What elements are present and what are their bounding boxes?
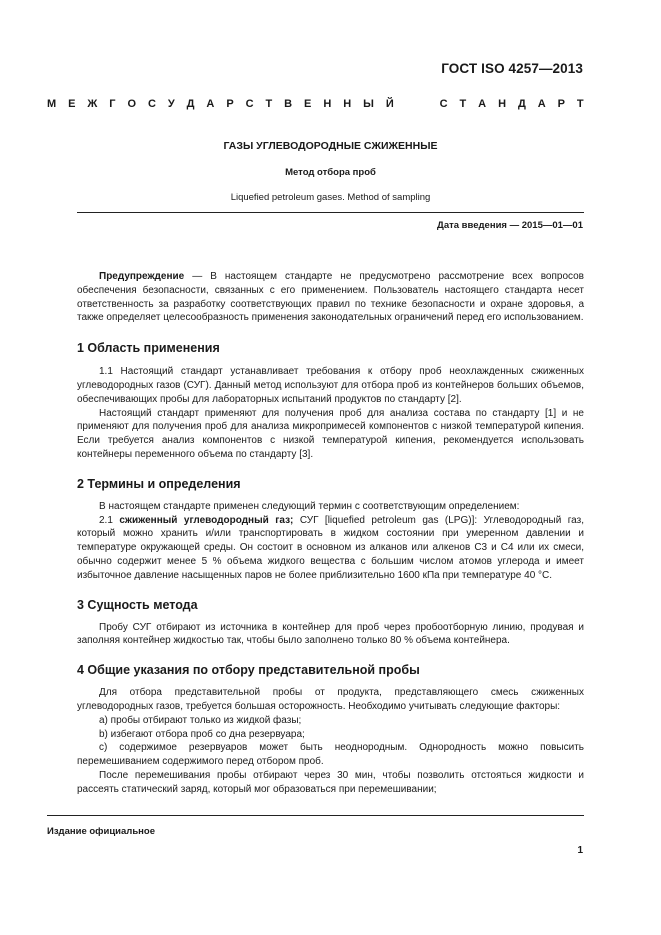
section-paragraph: Пробу СУГ отбирают из источника в контейнер для проб через пробоотборную линию, продувая и заполняя контейнер жидкостью так, чтобы было заполнено только 80 % объема контейнера. — [77, 621, 584, 647]
document-body — [77, 270, 584, 797]
banner-letter: Т — [459, 98, 467, 110]
banner-letter: У — [167, 98, 175, 110]
term-name: сжиженный углеводородный газ; — [119, 514, 294, 526]
list-item: а) пробы отбирают только из жидкой фазы; — [99, 714, 302, 726]
english-title: Liquefied petroleum gases. Method of sampling — [230, 192, 431, 203]
banner-letter: Р — [226, 98, 234, 110]
section-heading: 4 Общие указания по отбору представительной пробы — [77, 663, 420, 678]
bottom-divider — [47, 815, 584, 816]
term-text: СУГ [liquefied petroleum gas (LPG)]: Углеводородный газ, который можно хранить и/или транспортировать в жидком состоянии при умеренном давлении и температуре окружающей среды. Он состоит в основном из алканов или алкенов С3 и С4 или их смеси, обычно содержит менее 5 % объема жидкого вещества с большим числом атомов углерода и имеет избыточное давление насыщенных паров не более приблизительно 1600 кПа при температуре 40 °С. — [77, 514, 584, 581]
banner-letter: Ы — [363, 98, 374, 110]
banner-letter: С — [245, 98, 254, 110]
edition-label: Издание официальное — [47, 826, 155, 837]
banner-letter: Т — [576, 98, 584, 110]
list-item: b) избегают отбора проб со дна резервуара; — [99, 728, 305, 740]
effective-date: Дата введения — 2015—01—01 — [437, 220, 583, 231]
top-divider — [77, 212, 584, 213]
page-number: 1 — [577, 845, 583, 856]
term-number: 2.1 — [99, 514, 120, 526]
warning-label: Предупреждение — [99, 271, 185, 282]
banner-letter: Р — [557, 98, 565, 110]
section-paragraph: В настоящем стандарте применен следующий термин с соответствующим определением: — [99, 500, 520, 512]
section-paragraph: Для отбора представительной пробы от продукта, представляющего смесь сжиженных углеводородных газов, требуется большая осторожность. Необходимо учитывать следующие факторы: — [77, 687, 584, 712]
section-paragraph: После перемешивания пробы отбирают через 30 мин, чтобы позволить отстояться жидкости и рассеять статический заряд, который мог образоваться при перемешивании; — [77, 769, 584, 795]
banner-letter: О — [127, 98, 137, 110]
banner-letter: Г — [109, 98, 116, 110]
banner-word-gap — [406, 98, 428, 110]
banner-letter: С — [439, 98, 448, 110]
banner-letter: Д — [186, 98, 195, 110]
interstate-standard-banner — [47, 98, 584, 110]
banner-letter: Н — [498, 98, 507, 110]
banner-letter: Е — [68, 98, 76, 110]
banner-letter: А — [478, 98, 487, 110]
section-heading: 2 Термины и определения — [77, 476, 241, 491]
warning-paragraph — [77, 270, 584, 325]
section-heading: 3 Сущность метода — [77, 597, 198, 612]
list-item: с) содержимое резервуаров может быть неоднородным. Однородность можно повысить перемешиванием содержимого перед отбором проб. — [77, 742, 584, 768]
banner-letter: Н — [343, 98, 352, 110]
banner-letter: Т — [265, 98, 273, 110]
warning-text: — В настоящем стандарте не предусмотрено рассмотрение всех вопросов обеспечения безопасности, связанных с его применением. Пользователь настоящего стандарта несет ответственность за разработку соответствующих правил по технике безопасности и охране здоровья, а также определяет целесообразность применения законодательных ограничений перед его использованием. — [77, 271, 584, 324]
banner-letter: Н — [323, 98, 332, 110]
banner-letter: Д — [517, 98, 526, 110]
term-definition — [77, 514, 584, 583]
banner-letter: В — [284, 98, 293, 110]
document-title: ГАЗЫ УГЛЕВОДОРОДНЫЕ СЖИЖЕННЫЕ — [223, 140, 438, 152]
section-paragraph: 1.1 Настоящий стандарт устанавливает требования к отбору проб неохлажденных сжиженных углеводородных газов (СУГ). Данный метод используют для отбора проб из контейнеров больших объемов, обеспечивающих пробы для лабораторных испытаний продуктов по стандарту [2]. — [77, 366, 584, 405]
banner-letter: С — [147, 98, 156, 110]
section-heading: 1 Область применения — [77, 341, 220, 356]
banner-letter: Ж — [87, 98, 98, 110]
banner-letter: А — [206, 98, 215, 110]
section-paragraph: Настоящий стандарт применяют для получения проб для анализа состава по стандарту [1] и не применяют для получения проб для анализа микропримесей компонентов с низкой температурой кипения. Если требуется анализ компонентов с низкой температурой кипения, рекомендуется использовать контейнеры переменного объема по стандарту [3]. — [77, 407, 584, 460]
banner-letter: Е — [304, 98, 312, 110]
standard-code: ГОСТ ISO 4257—2013 — [441, 61, 583, 76]
banner-letter: Й — [385, 98, 394, 110]
banner-letter: М — [47, 98, 57, 110]
document-subtitle: Метод отбора проб — [285, 167, 376, 178]
banner-letter: А — [537, 98, 546, 110]
